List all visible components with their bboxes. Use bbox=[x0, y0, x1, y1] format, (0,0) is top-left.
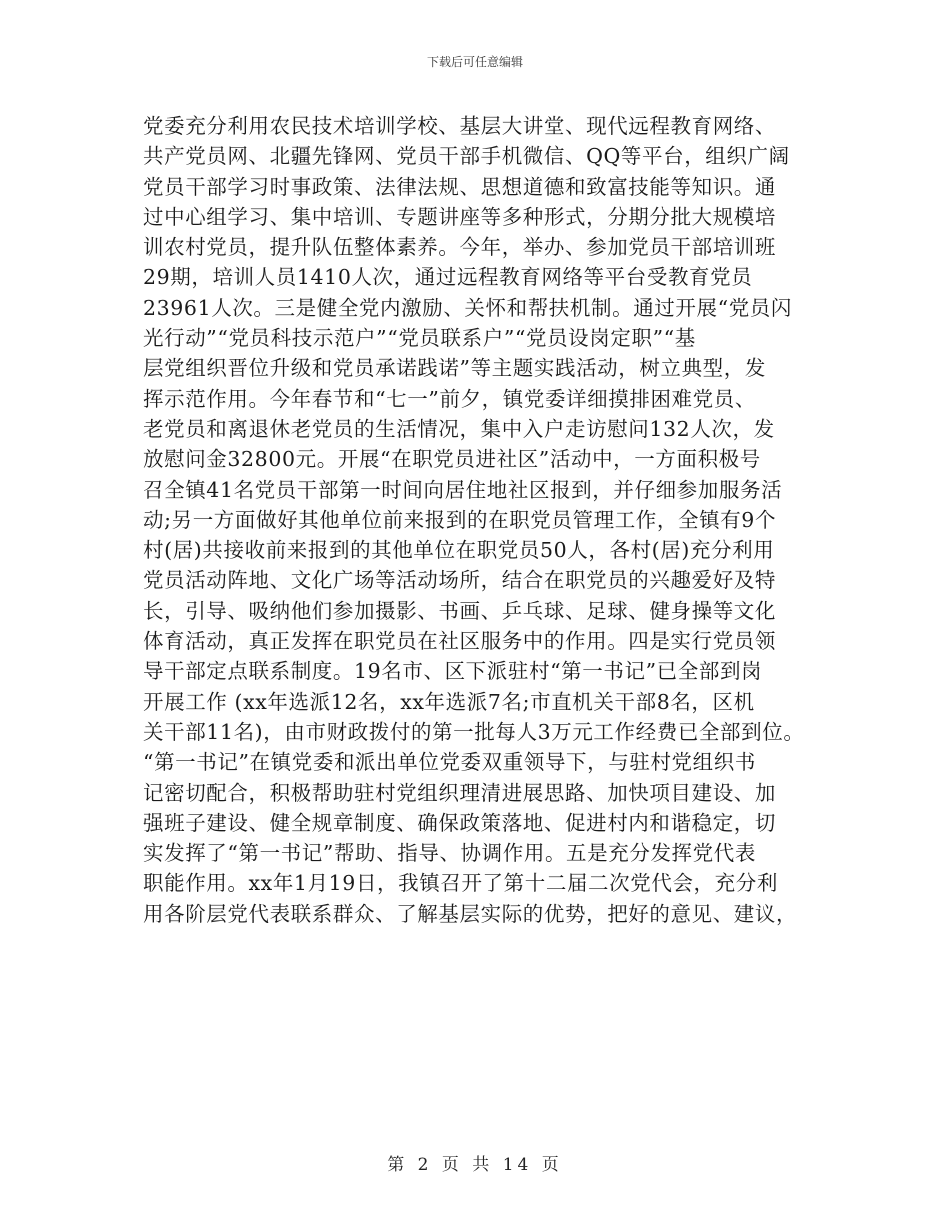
page-number-footer: 第 2 页 共 14 页 bbox=[387, 1155, 563, 1175]
text-line: 动;另一方面做好其他单位前来报到的在职党员管理工作，全镇有9个 bbox=[143, 507, 777, 532]
page-header: 下载后可任意编辑 bbox=[426, 55, 523, 69]
text-line: 记密切配合，积极帮助驻村党组织理清进展思路、加快项目建设、加 bbox=[143, 780, 776, 805]
text-line: 23961人次。三是健全党内激励、关怀和帮扶机制。通过开展“党员闪 bbox=[143, 295, 792, 320]
text-line: 村(居)共接收前来报到的其他单位在职党员50人，各村(居)充分利用 bbox=[143, 538, 775, 563]
body-text bbox=[143, 111, 843, 929]
text-line: 共产党员网、北疆先锋网、党员干部手机微信、QQ等平台，组织广阔 bbox=[143, 144, 790, 169]
text-line: 放慰问金32800元。开展“在职党员进社区”活动中，一方面积极号 bbox=[143, 447, 761, 472]
text-line: 关干部11名)，由市财政拨付的第一批每人3万元工作经费已全部到位。 bbox=[143, 719, 805, 744]
text-line: 党委充分利用农民技术培训学校、基层大讲堂、现代远程教育网络、 bbox=[143, 114, 776, 138]
text-line: 29期，培训人员1410人次，通过远程教育网络等平台受教育党员 bbox=[143, 265, 753, 290]
text-line: 开展工作 (xx年选派12名，xx年选派7名;市直机关干部8名，区机 bbox=[143, 689, 755, 714]
text-line: 用各阶层党代表联系群众、了解基层实际的优势，把好的意见、建议， bbox=[143, 901, 798, 926]
text-line: 长，引导、吸纳他们参加摄影、书画、乒乓球、足球、健身操等文化 bbox=[143, 598, 776, 623]
text-line: 光行动”“党员科技示范户”“党员联系户”“党员设岗定职”“基 bbox=[143, 326, 696, 351]
text-line: 训农村党员，提升队伍整体素养。今年，举办、参加党员干部培训班 bbox=[143, 235, 776, 260]
text-line: 过中心组学习、集中培训、专题讲座等多种形式，分期分批大规模培 bbox=[143, 204, 776, 229]
text-line: “第一书记”在镇党委和派出单位党委双重领导下，与驻村党组织书 bbox=[143, 750, 756, 775]
text-line: 挥示范作用。今年春节和“七一”前夕，镇党委详细摸排困难党员、 bbox=[143, 386, 756, 411]
text-line: 强班子建设、健全规章制度、确保政策落地、促进村内和谐稳定，切 bbox=[143, 810, 776, 835]
text-line: 层党组织晋位升级和党员承诺践诺”等主题实践活动，树立典型，发 bbox=[143, 356, 766, 381]
text-line: 实发挥了“第一书记”帮助、指导、协调作用。五是充分发挥党代表 bbox=[143, 841, 756, 866]
text-line: 导干部定点联系制度。19名市、区下派驻村“第一书记”已全部到岗 bbox=[143, 659, 763, 684]
text-line: 职能作用。xx年1月19日，我镇召开了第十二届二次党代会，充分利 bbox=[143, 871, 778, 896]
text-line: 党员干部学习时事政策、法律法规、思想道德和致富技能等知识。通 bbox=[143, 174, 776, 199]
text-line: 老党员和离退休老党员的生活情况，集中入户走访慰问132人次，发 bbox=[143, 416, 775, 441]
text-line: 党员活动阵地、文化广场等活动场所，结合在职党员的兴趣爱好及特 bbox=[143, 568, 776, 593]
text-line: 召全镇41名党员干部第一时间向居住地社区报到，并仔细参加服务活 bbox=[143, 477, 783, 502]
text-line: 体育活动，真正发挥在职党员在社区服务中的作用。四是实行党员领 bbox=[143, 629, 776, 654]
